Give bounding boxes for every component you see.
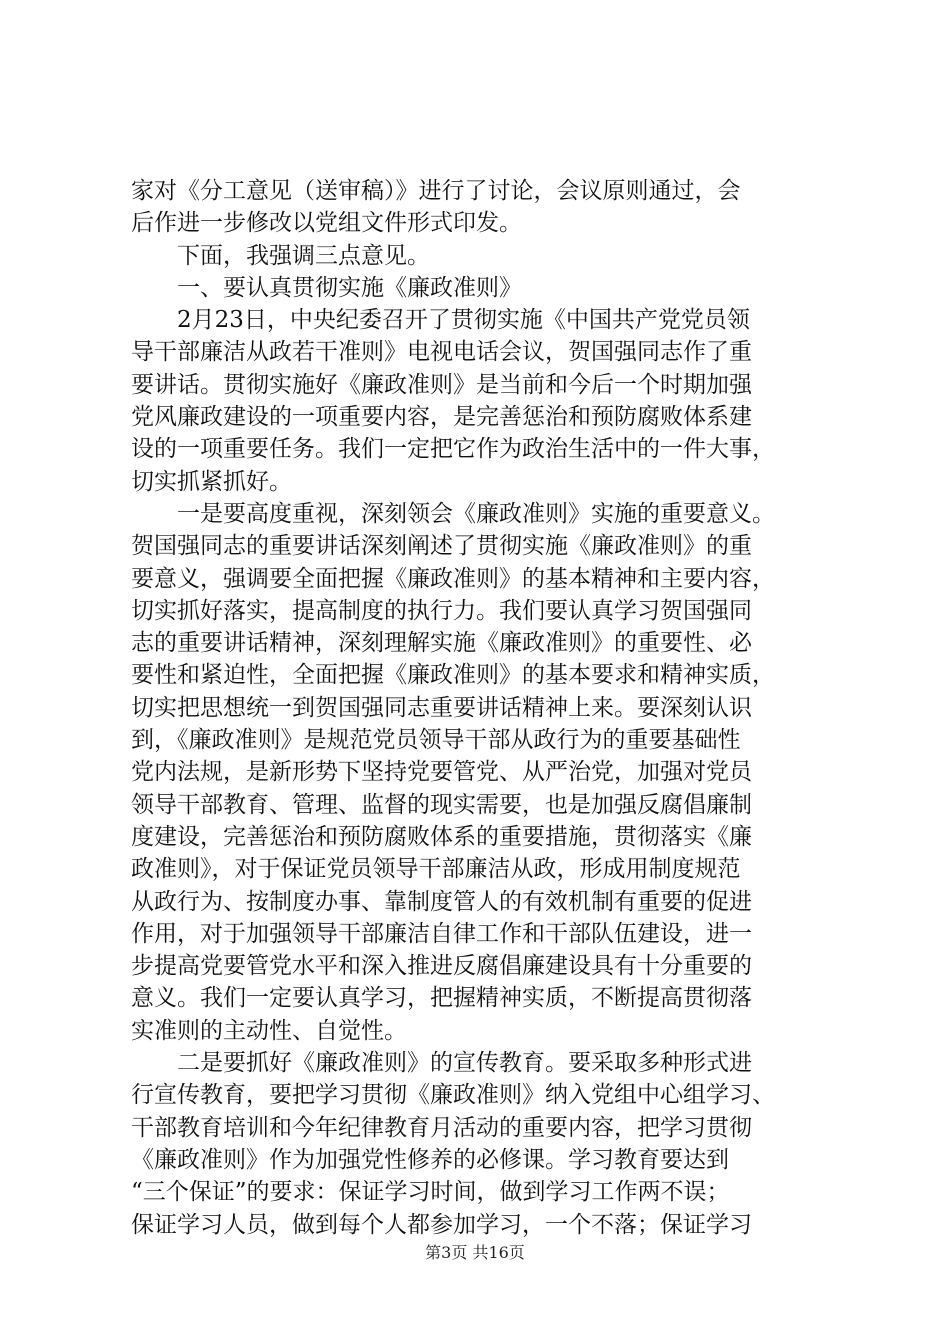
text-line: 志的重要讲话精神，深刻理解实施《廉政准则》的重要性、必 (131, 630, 752, 657)
text-line: 保证学习人员，做到每个人都参加学习，一个不落；保证学习 (131, 1211, 752, 1238)
text-line: 切实把思想统一到贺国强同志重要讲话精神上来。要深刻认识 (131, 694, 752, 721)
text-line: 导干部廉洁从政若干准则》电视电话会议，贺国强同志作了重 (131, 339, 752, 366)
text-line: 家对《分工意见（送审稿）》进行了讨论，会议原则通过，会 (131, 178, 741, 204)
text-line: 要性和紧迫性，全面把握《廉政准则》的基本要求和精神实质， (131, 662, 775, 689)
text-line: 领导干部教育、管理、监督的现实需要，也是加强反腐倡廉制 (131, 791, 752, 818)
text-line: 切实抓紧抓好。 (131, 468, 292, 495)
text-line: 度建设，完善惩治和预防腐败体系的重要措施，贯彻落实《廉 (131, 823, 752, 850)
text-line: 二是要抓好《廉政准则》的宣传教育。要采取多种形式进 (131, 1050, 752, 1077)
text-line: 意义。我们一定要认真学习，把握精神实质，不断提高贯彻落 (131, 985, 752, 1012)
text-line: 从政行为、按制度办事、靠制度管人的有效机制有重要的促进 (131, 888, 752, 915)
text-line: 要讲话。贯彻实施好《廉政准则》是当前和今后一个时期加强 (131, 371, 752, 398)
text-line: 《廉政准则》作为加强党性修养的必修课。学习教育要达到 (131, 1146, 729, 1173)
page-number-footer: 第3页 共16页 (425, 1243, 525, 1262)
text-line: 切实抓好落实，提高制度的执行力。我们要认真学习贺国强同 (131, 597, 752, 624)
text-line: “三个保证”的要求：保证学习时间，做到学习工作两不误； (131, 1179, 730, 1206)
text-line: 干部教育培训和今年纪律教育月活动的重要内容，把学习贯彻 (131, 1114, 752, 1141)
section-heading: 一、要认真贯彻实施《廉政准则》 (131, 274, 522, 301)
text-line: 行宣传教育，要把学习贯彻《廉政准则》纳入党组中心组学习、 (131, 1082, 775, 1109)
text-line: 党风廉政建设的一项重要内容，是完善惩治和预防腐败体系建 (131, 404, 752, 431)
document-body (131, 175, 823, 1241)
text-line: 作用，对于加强领导干部廉洁自律工作和干部队伍建设，进一 (131, 920, 752, 947)
text-line: 一是要高度重视，深刻领会《廉政准则》实施的重要意义。 (131, 500, 775, 527)
text-line: 下面，我强调三点意见。 (131, 242, 430, 269)
text-line: 贺国强同志的重要讲话深刻阐述了贯彻实施《廉政准则》的重 (131, 533, 752, 560)
text-line: 步提高党要管党水平和深入推进反腐倡廉建设具有十分重要的 (131, 953, 752, 980)
text-line: 要意义，强调要全面把握《廉政准则》的基本精神和主要内容， (131, 565, 775, 592)
text-line: 政准则》，对于保证党员领导干部廉洁从政，形成用制度规范 (131, 856, 741, 883)
text-line: 设的一项重要任务。我们一定把它作为政治生活中的一件大事， (131, 436, 775, 463)
text-line: 到，《廉政准则》是规范党员领导干部从政行为的重要基础性 (131, 727, 741, 754)
text-line: 后作进一步修改以党组文件形式印发。 (131, 210, 522, 237)
text-line: 党内法规，是新形势下坚持党要管党、从严治党，加强对党员 (131, 759, 752, 786)
text-line: 实准则的主动性、自觉性。 (131, 1017, 407, 1044)
text-line: 2月23日，中央纪委召开了贯彻实施《中国共产党党员领 (131, 307, 750, 334)
